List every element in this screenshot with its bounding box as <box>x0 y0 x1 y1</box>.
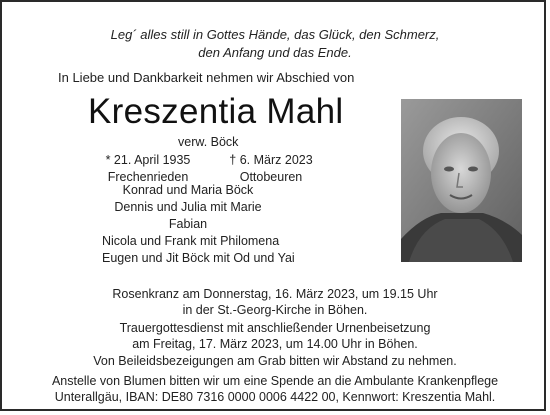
service-line-2: am Freitag, 17. März 2023, um 14.00 Uhr in Böhen. <box>132 337 418 351</box>
family-member: Dennis und Julia mit Marie <box>114 200 262 214</box>
death-date: † 6. März 2023 <box>229 153 313 167</box>
maiden-name: verw. Böck <box>178 135 239 149</box>
portrait-photo <box>401 99 522 262</box>
family-member: Konrad und Maria Böck <box>122 183 254 197</box>
death-info <box>216 152 326 186</box>
quote-line-1: Leg´ alles still in Gottes Hände, das Glück, den Schmerz, <box>110 27 440 42</box>
deceased-name: Kreszentia Mahl <box>88 92 344 131</box>
donation-line-2: Unterallgäu, IBAN: DE80 7316 0000 0006 4422 00, Kennwort: Kreszentia Mahl. <box>54 390 496 404</box>
rosary-line-2: in der St.-Georg-Kirche in Böhen. <box>182 303 368 317</box>
birth-date: * 21. April 1935 <box>105 153 191 167</box>
rosary-line-1: Rosenkranz am Donnerstag, 16. März 2023, um 19.15 Uhr <box>112 287 438 301</box>
family-list <box>102 182 295 267</box>
family-member: Fabian <box>168 217 208 231</box>
birth-info <box>98 152 198 186</box>
quote-line-2: den Anfang und das Ende. <box>198 45 352 60</box>
family-member: Eugen und Jit Böck mit Od und Yai <box>102 251 295 265</box>
death-place: Ottobeuren <box>239 170 303 184</box>
service-line-1: Trauergottesdienst mit anschließender Urnenbeisetzung <box>119 321 431 335</box>
birth-place: Frechenrieden <box>107 170 189 184</box>
family-member: Nicola und Frank mit Philomena <box>102 234 280 248</box>
condolence-note: Von Beileidsbezeigungen am Grab bitten wir Abstand zu nehmen. <box>93 354 457 368</box>
donation-line-1: Anstelle von Blumen bitten wir um eine Spende an die Ambulante Krankenpflege <box>51 374 499 388</box>
intro-text: In Liebe und Dankbarkeit nehmen wir Abschied von <box>58 70 355 85</box>
